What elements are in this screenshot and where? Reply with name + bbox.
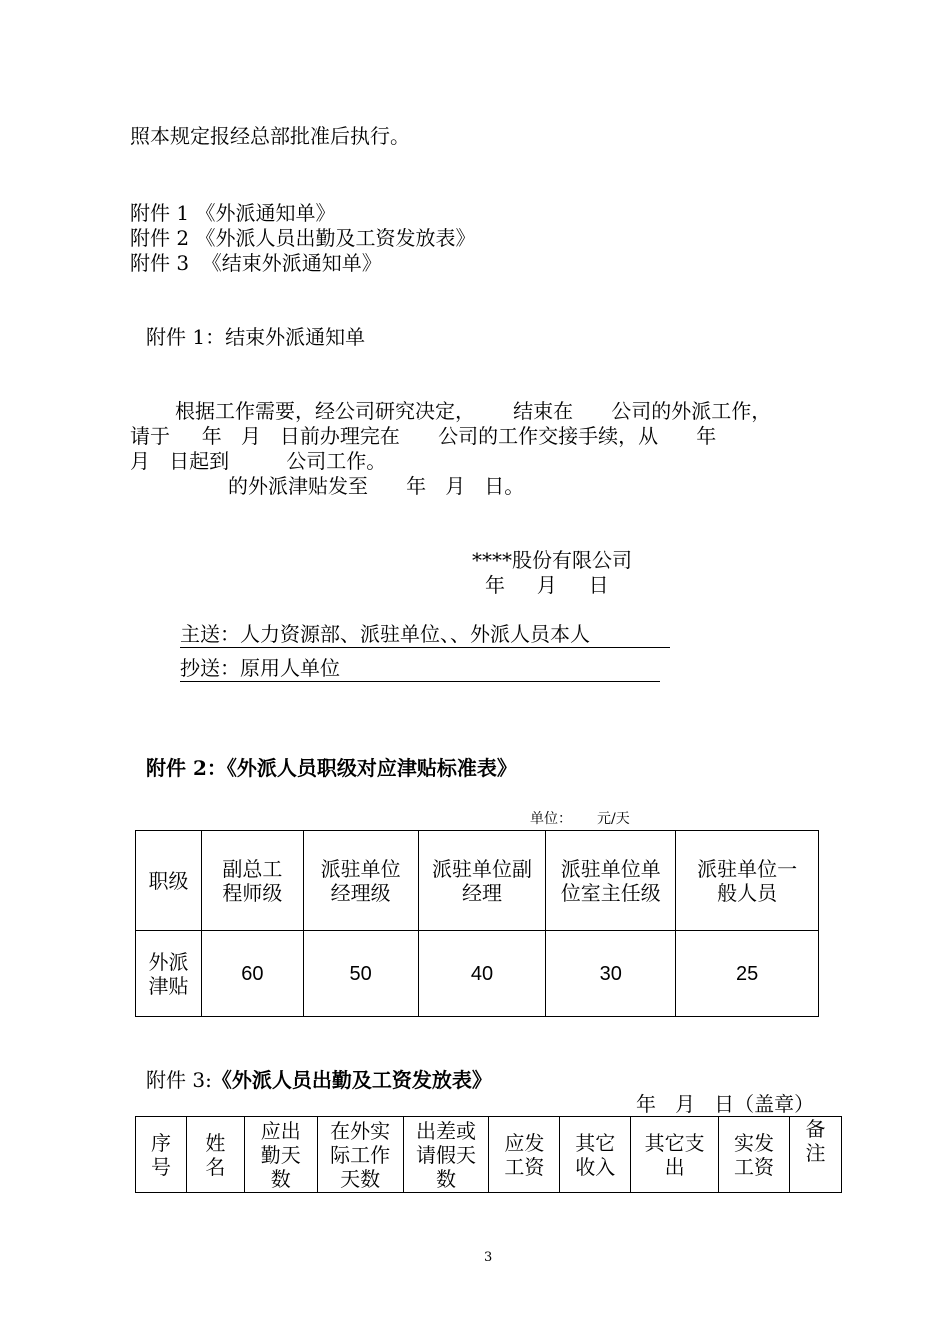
attachment3-title-prefix: 附件 3: [146,1068,212,1092]
copy-to-line: 抄送：原用人单位 [180,656,660,682]
attachment-list-item-2: 附件 2 《外派人员出勤及工资发放表》 [130,226,476,250]
notice-date: 年 月 日 [485,573,609,597]
attachment2-title: 附件 2：《外派人员职级对应津贴标准表》 [146,756,517,780]
value-cell: 50 [303,931,418,1017]
header-cell-office-director: 派驻单位单 位室主任级 [546,831,676,931]
column-header-gross-pay: 应发 工资 [489,1117,560,1193]
unit-value: 元/天 [597,811,630,827]
attendance-table [135,1116,842,1193]
attachment-list-item-1: 附件 1 《外派通知单》 [130,201,336,225]
intro-line: 照本规定报经总部批准后执行。 [130,124,410,148]
allowance-table [135,830,819,1017]
unit-label: 单位： [530,811,572,827]
column-header-name: 姓 名 [186,1117,244,1193]
header-cell-general-staff: 派驻单位一 般人员 [676,831,819,931]
attachment3-title [146,1068,492,1092]
header-cell-manager: 派驻单位 经理级 [303,831,418,931]
notice-heading: 附件 1：结束外派通知单 [146,325,366,349]
value-cell: 25 [676,931,819,1017]
send-to-line: 主送：人力资源部、派驻单位、、外派人员本人 [180,622,670,648]
notice-line-2: 请于 年 月 日前办理完在 公司的工作交接手续，从 年 [130,424,717,448]
header-cell-grade: 职级 [136,831,202,931]
row-label-allowance: 外派 津贴 [136,931,202,1017]
date-stamp: 年 月 日（盖章） [636,1092,815,1116]
header-cell-deputy-manager: 派驻单位副 经理 [418,831,546,931]
column-header-net-pay: 实发 工资 [719,1117,790,1193]
column-header-serial: 序 号 [136,1117,187,1193]
column-header-other-expense: 其它支 出 [631,1117,719,1193]
company-name: ****股份有限公司 [472,548,632,572]
page-number: 3 [484,1250,493,1265]
allowance-value-row [136,931,819,1017]
attendance-header-row [136,1117,842,1193]
allowance-header-row [136,831,819,931]
column-header-leave-days: 出差或 请假天 数 [403,1117,489,1193]
attachment-list-item-3: 附件 3 《结束外派通知单》 [130,251,382,275]
attachment3-title-main: 《外派人员出勤及工资发放表》 [211,1068,492,1092]
column-header-required-days: 应出 勤天 数 [244,1117,317,1193]
notice-line-1: 根据工作需要，经公司研究决定， 结束在 公司的外派工作， [175,399,772,423]
notice-line-3: 月 日起到 公司工作。 [130,449,387,473]
column-header-remarks: 备 注 [790,1117,842,1193]
header-cell-deputy-chief-engineer: 副总工 程师级 [201,831,303,931]
notice-line-4: 的外派津贴发至 年 月 日。 [228,474,525,498]
column-header-other-income: 其它 收入 [560,1117,631,1193]
column-header-actual-days: 在外实 际工作 天数 [317,1117,403,1193]
value-cell: 40 [418,931,546,1017]
value-cell: 60 [201,931,303,1017]
value-cell: 30 [546,931,676,1017]
